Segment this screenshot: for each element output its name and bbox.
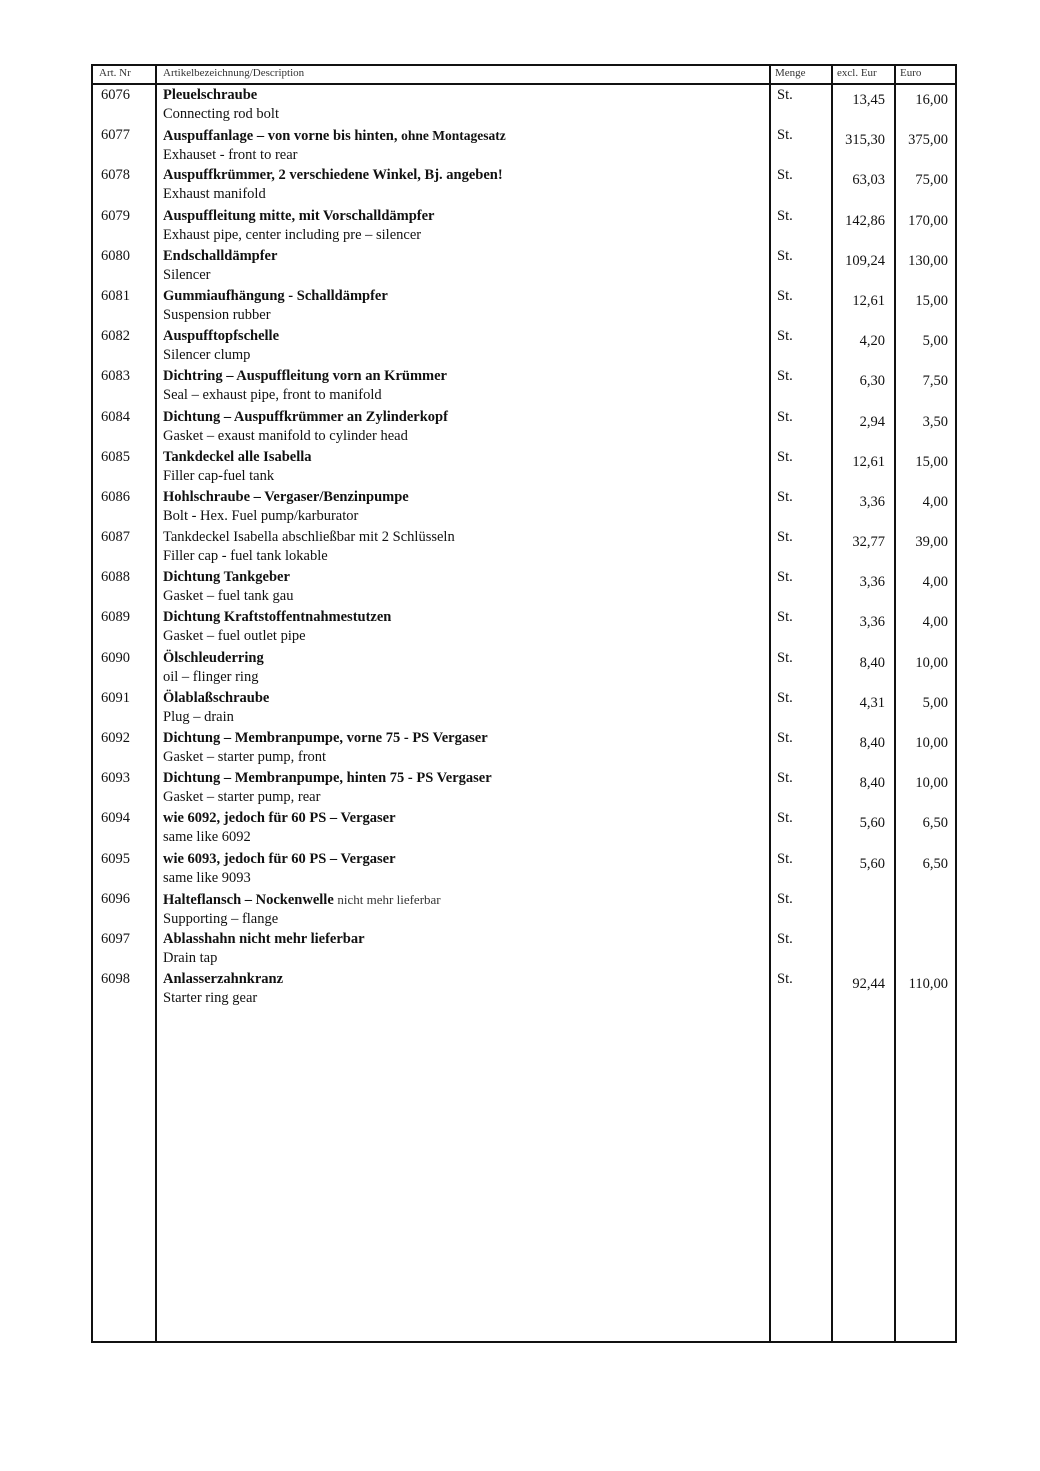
quantity-unit: St. <box>777 488 793 505</box>
article-number: 6089 <box>101 609 130 626</box>
article-number: 6085 <box>101 448 130 465</box>
price-excl: 109,24 <box>845 252 885 269</box>
row-subtitle: Filler cap-fuel tank <box>163 467 275 484</box>
row-title: Dichtung – Membranpumpe, hinten 75 - PS Vergaser <box>163 770 492 787</box>
row-subtitle: Exhaust manifold <box>163 186 266 203</box>
row-subtitle: Starter ring gear <box>163 990 258 1007</box>
table-row <box>93 769 955 809</box>
table-row <box>93 608 955 648</box>
table-body <box>93 86 955 1010</box>
row-subtitle: oil – flinger ring <box>163 668 259 685</box>
price-excl: 4,31 <box>859 694 885 711</box>
price-excl: 3,36 <box>859 614 885 631</box>
table-row <box>93 207 955 247</box>
article-description <box>163 769 492 807</box>
article-description <box>163 448 312 486</box>
table-row <box>93 287 955 327</box>
row-title: Ölschleuderring <box>163 649 264 666</box>
quantity-unit: St. <box>777 730 793 746</box>
article-description <box>163 166 503 204</box>
row-title: Auspuffleitung mitte, mit Vorschalldämpfer <box>163 207 435 224</box>
article-description <box>163 488 409 526</box>
price-euro: 110,00 <box>908 976 948 993</box>
quantity-unit: St. <box>777 770 793 787</box>
price-excl: 32,77 <box>852 534 885 551</box>
row-subtitle: Drain tap <box>163 949 218 966</box>
price-euro: 5,00 <box>922 694 948 711</box>
header-divider <box>93 83 955 85</box>
price-euro: 16,00 <box>915 92 948 108</box>
article-number: 6087 <box>101 529 130 546</box>
header-description: Artikelbezeichnung/Description <box>163 67 305 79</box>
quantity-unit: St. <box>777 569 793 586</box>
quantity-unit: St. <box>777 87 793 103</box>
row-subtitle: Supporting – flange <box>163 910 279 927</box>
row-title: Tankdeckel alle Isabella <box>163 448 312 465</box>
article-number: 6076 <box>101 87 130 103</box>
price-euro: 4,00 <box>922 493 948 510</box>
table-row <box>93 729 955 769</box>
row-subtitle: Exhauset - front to rear <box>163 147 298 164</box>
row-title: Endschalldämpfer <box>163 247 278 264</box>
article-number: 6097 <box>101 930 130 947</box>
price-euro: 375,00 <box>908 132 948 149</box>
quantity-unit: St. <box>777 448 793 465</box>
quantity-unit: St. <box>777 247 793 264</box>
row-subtitle: Gasket – fuel tank gau <box>163 588 294 605</box>
article-number: 6098 <box>101 971 130 988</box>
table-row <box>93 247 955 287</box>
row-title: Ablasshahn nicht mehr lieferbar <box>163 930 365 947</box>
price-euro: 75,00 <box>915 172 948 189</box>
quantity-unit: St. <box>777 207 793 224</box>
price-euro: 15,00 <box>915 292 948 309</box>
article-description <box>163 809 396 847</box>
article-number: 6092 <box>101 730 130 746</box>
article-number: 6082 <box>101 328 130 345</box>
price-euro: 10,00 <box>915 654 948 671</box>
table-row <box>93 689 955 729</box>
price-excl: 142,86 <box>845 212 885 229</box>
article-description <box>163 649 264 687</box>
row-subtitle: Plug – drain <box>163 708 234 725</box>
row-title: Anlasserzahnkranz <box>163 971 284 988</box>
price-excl: 3,36 <box>859 493 885 510</box>
price-excl: 3,36 <box>859 574 885 591</box>
article-description <box>163 890 441 929</box>
row-subtitle: Silencer clump <box>163 347 251 364</box>
article-description <box>163 207 434 245</box>
row-subtitle: Gasket – starter pump, rear <box>163 789 321 806</box>
row-subtitle: same like 9093 <box>163 869 251 886</box>
table-row <box>93 649 955 689</box>
article-description <box>163 608 391 646</box>
price-euro: 10,00 <box>915 735 948 751</box>
row-title: Dichtung Kraftstoffentnahmestutzen <box>163 609 392 626</box>
quantity-unit: St. <box>777 971 793 988</box>
header-excl-eur: excl. Eur <box>837 67 877 79</box>
price-euro: 15,00 <box>915 453 948 470</box>
price-euro: 7,50 <box>922 373 948 390</box>
quantity-unit: St. <box>777 167 793 184</box>
table-row <box>93 488 955 528</box>
row-title: Dichtung – Membranpumpe, vorne 75 - PS Vergaser <box>163 730 488 746</box>
row-title: Auspuffanlage – von vorne bis hinten, <box>163 128 398 145</box>
table-row <box>93 86 955 126</box>
row-title: Tankdeckel Isabella abschließbar mit 2 Schlüsseln <box>163 529 455 546</box>
quantity-unit: St. <box>777 287 793 304</box>
article-description <box>163 850 396 888</box>
row-title: Pleuelschraube <box>163 87 258 103</box>
row-subtitle: Bolt - Hex. Fuel pump/karburator <box>163 507 359 524</box>
row-subtitle: Gasket – starter pump, front <box>163 749 327 765</box>
price-euro: 10,00 <box>915 775 948 792</box>
price-euro: 5,00 <box>922 333 948 350</box>
row-title: Dichtung – Auspuffkrümmer an Zylinderkopf <box>163 408 448 425</box>
row-subtitle: Silencer <box>163 266 211 283</box>
article-number: 6090 <box>101 649 130 666</box>
row-subtitle: Gasket – fuel outlet pipe <box>163 628 306 645</box>
article-number: 6079 <box>101 207 130 224</box>
article-number: 6095 <box>101 850 130 867</box>
price-excl: 2,94 <box>859 413 885 430</box>
article-description <box>163 327 279 365</box>
quantity-unit: St. <box>777 890 793 907</box>
quantity-unit: St. <box>777 850 793 867</box>
quantity-unit: St. <box>777 408 793 425</box>
article-description <box>163 689 269 727</box>
table-row <box>93 367 955 407</box>
row-title: wie 6092, jedoch für 60 PS – Vergaser <box>163 810 396 827</box>
article-number: 6093 <box>101 770 130 787</box>
row-title: Auspuffkrümmer, 2 verschiedene Winkel, Bj. angeben! <box>163 167 503 184</box>
row-title: Dichtring – Auspuffleitung vorn an Krümmer <box>163 368 447 385</box>
article-description <box>163 247 277 285</box>
row-subtitle: same like 6092 <box>163 829 251 846</box>
price-euro: 130,00 <box>908 252 948 269</box>
price-euro: 6,50 <box>922 815 948 832</box>
article-number: 6083 <box>101 368 130 385</box>
row-title: Hohlschraube – Vergaser/Benzinpumpe <box>163 488 409 505</box>
row-title: Dichtung Tankgeber <box>163 569 290 586</box>
table-row <box>93 408 955 448</box>
table-row <box>93 930 955 970</box>
quantity-unit: St. <box>777 368 793 385</box>
row-subtitle: Filler cap - fuel tank lokable <box>163 548 328 565</box>
row-title: Ölablaßschraube <box>163 689 270 706</box>
table-row <box>93 568 955 608</box>
header-euro: Euro <box>900 67 922 79</box>
row-title: wie 6093, jedoch für 60 PS – Vergaser <box>163 850 396 867</box>
header-quantity: Menge <box>775 67 806 79</box>
article-description <box>163 367 447 405</box>
price-excl: 8,40 <box>859 775 885 792</box>
price-excl: 6,30 <box>859 373 885 390</box>
table-row <box>93 809 955 849</box>
article-description <box>163 568 293 606</box>
price-euro: 6,50 <box>922 855 948 872</box>
article-description <box>163 729 488 767</box>
price-excl: 8,40 <box>859 735 885 751</box>
table-row <box>93 448 955 488</box>
quantity-unit: St. <box>777 127 793 144</box>
table-row <box>93 327 955 367</box>
price-excl: 5,60 <box>859 815 885 832</box>
article-description <box>163 930 365 968</box>
table-row <box>93 970 955 1010</box>
price-excl: 13,45 <box>852 92 885 108</box>
price-list-table <box>91 64 957 1343</box>
price-euro: 4,00 <box>922 614 948 631</box>
price-excl: 12,61 <box>852 292 885 309</box>
table-row <box>93 528 955 568</box>
table-row <box>93 890 955 930</box>
article-number: 6081 <box>101 287 130 304</box>
quantity-unit: St. <box>777 328 793 345</box>
article-number: 6091 <box>101 689 130 706</box>
article-description <box>163 528 455 566</box>
table-row <box>93 850 955 890</box>
row-subtitle: Exhaust pipe, center including pre – silencer <box>163 226 422 243</box>
row-subtitle: Suspension rubber <box>163 306 271 323</box>
article-number: 6086 <box>101 488 130 505</box>
row-subtitle: Gasket – exaust manifold to cylinder head <box>163 427 408 444</box>
row-subtitle: Seal – exhaust pipe, front to manifold <box>163 387 382 404</box>
table-row <box>93 126 955 166</box>
article-number: 6080 <box>101 247 130 264</box>
table-row <box>93 166 955 206</box>
article-description <box>163 287 388 325</box>
price-euro: 170,00 <box>908 212 948 229</box>
row-title: Auspufftopfschelle <box>163 328 280 345</box>
article-description <box>163 126 506 165</box>
price-excl: 63,03 <box>852 172 885 189</box>
row-title-extra: ohne Montagesatz <box>401 128 506 144</box>
price-euro: 39,00 <box>915 534 948 551</box>
price-excl: 4,20 <box>859 333 885 350</box>
quantity-unit: St. <box>777 810 793 827</box>
price-excl: 5,60 <box>859 855 885 872</box>
price-euro: 4,00 <box>922 574 948 591</box>
quantity-unit: St. <box>777 529 793 546</box>
article-number: 6078 <box>101 167 130 184</box>
article-number: 6088 <box>101 569 130 586</box>
article-description <box>163 86 279 124</box>
row-availability-note: nicht mehr lieferbar <box>337 891 441 907</box>
price-excl: 315,30 <box>845 132 885 149</box>
article-number: 6096 <box>101 890 130 907</box>
article-number: 6077 <box>101 127 130 144</box>
article-description <box>163 408 448 446</box>
price-excl: 12,61 <box>852 453 885 470</box>
row-title: Gummiaufhängung - Schalldämpfer <box>163 287 388 304</box>
article-number: 6084 <box>101 408 130 425</box>
quantity-unit: St. <box>777 689 793 706</box>
quantity-unit: St. <box>777 930 793 947</box>
price-excl: 92,44 <box>852 976 885 993</box>
quantity-unit: St. <box>777 609 793 626</box>
price-excl: 8,40 <box>859 654 885 671</box>
article-number: 6094 <box>101 810 130 827</box>
article-description <box>163 970 283 1008</box>
header-art-nr: Art. Nr <box>99 67 131 79</box>
row-subtitle: Connecting rod bolt <box>163 106 279 122</box>
row-title: Halteflansch – Nockenwelle <box>163 891 334 908</box>
price-euro: 3,50 <box>922 413 948 430</box>
quantity-unit: St. <box>777 649 793 666</box>
